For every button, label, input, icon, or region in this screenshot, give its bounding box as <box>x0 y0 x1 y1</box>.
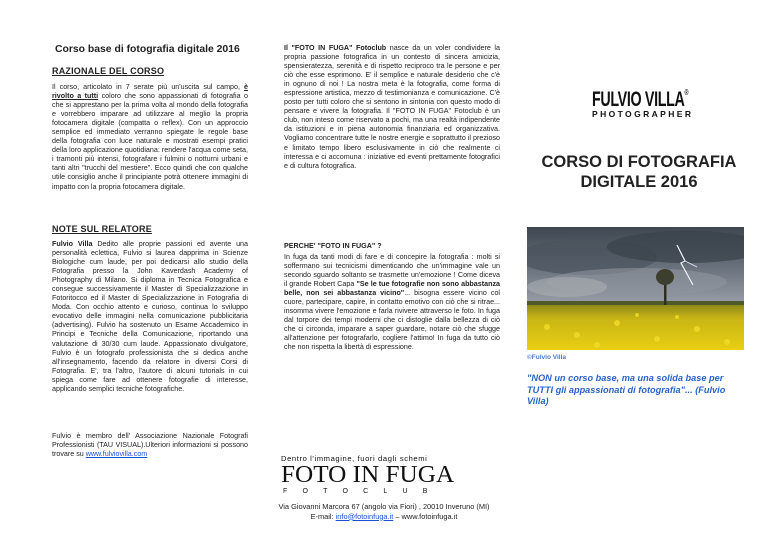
photo-caption: ©Fulvio Villa <box>527 354 566 361</box>
club-logo-word: FOTOCLUB <box>283 488 443 495</box>
footer-address: Via Giovanni Marcora 67 (angolo via Fiori) , 20010 Inveruno (MI) <box>278 502 490 511</box>
fulviovilla-link[interactable]: www.fulviovilla.com <box>85 450 148 459</box>
course-title: CORSO DI FOTOGRAFIA DIGITALE 2016 <box>541 153 737 191</box>
relatore-extra: Fulvio è membro dell' Associazione Nazionale Fotografi Professionisti (TAU VISUAL).Ulteriori informazioni si possono trovare su www.fulviovilla.com <box>52 432 248 459</box>
brand-logo-name: FULVIO VILLA® <box>592 88 689 111</box>
course-quote: "NON un corso base, ma una solida base per TUTTI gli appassionati di fotografia"... (Fulvio Villa) <box>527 373 726 406</box>
relatore-heading: NOTE SUL RELATORE <box>52 224 152 234</box>
email-link[interactable]: info@fotoinfuga.it <box>335 511 394 521</box>
razionale-text: Il corso, articolato in 7 serate più un'uscita sul campo, è rivolto a tutti coloro che sono appassionati di fotografia o che si apprestano per la prima volta al mondo della fotografia e vorrebbero imparare ad utilizzare al meglio la propria fotocamera digitale (compatta o reflex). Con un approccio semplice ed immediato verranno spiegate le regole base della fotografia con luce naturale e mostrati esempi pratici della loro applicazione quotidiana: rendere l'acqua come seta, i tramonti più intensi, fotografare i fulmini o notturni urbani e tanti altri "trucchi del mestiere". Ecco quindi che con qualche utile consiglio anche il principiante potrà ottenere immagini di impatto con la propria fotocamera digitale. <box>52 83 248 191</box>
perche-text: In fuga da tanti modi di fare e di concepire la fotografia : molti si soffermano sui tecnicismi dimenticando che un'immagine vale un secondo sguardo soltanto se trasmette un'emozione ! Come diceva il grande Robert Capa "Se le tue fotografie non sono abbastanza belle, non sei abbastanza vicino"... bisogna essere vicino col cuore, partecipare, capire, in contatto emotivo con ciò che si ritrae... insomma vivere l'emozione e farla rivivere attraverso le foto. In fuga dal torpore dei tempi moderni che ci distoglie dalla bellezza di ciò che ci circonda, imparare a saper guardare, notare ciò che sfugge all'attenzione per fotografarlo, cogliere l'attimo! In fuga da tutto ciò che non rispetta la libertà di espressione. <box>284 253 500 352</box>
club-logo-name: FOTO IN FUGA <box>281 462 455 488</box>
club-tagline: Dentro l'immagine, fuori dagli schemi <box>281 454 428 463</box>
razionale-heading: RAZIONALE DEL CORSO <box>52 66 165 76</box>
perche-heading: PERCHE' "FOTO IN FUGA" ? <box>284 242 382 250</box>
footer-contact <box>200 502 568 521</box>
landscape-photo <box>527 227 744 350</box>
fotoclub-intro: Il "FOTO IN FUGA" Fotoclub nasce da un voler condividere la propria passione fotografica in un contesto di sincera amicizia, spensieratezza, serenità e di rispetto reciproco tra le persone e per ciò che esse esprimono. E' il semplice e naturale desiderio che c'è in ognuno di noi ! La nostra meta è la fotografia, come forma di espressione artistica, mezzo di testimonianza e comunicazione. C'è posto per tutti coloro che si sentono in sintonia con questo modo di pensare e vivere la fotografia. Il "FOTO IN FUGA" Fotoclub è un club, non inteso come riservato a pochi, ma una realtà indipendente da istituzioni e in piena autonomia finanziaria ed organizzativa. Vogliamo concentrare tutte le nostre energie e soprattutto il prezioso e limitato tempo libero esclusivamente in ciò che realmente ci interessa e ci accomuna : iniziative ed eventi prettamente fotografici e di cultura fotografica. <box>284 44 500 170</box>
course-base-title: Corso base di fotografia digitale 2016 <box>55 44 240 55</box>
website-text: www.fotoinfuga.it <box>401 511 458 521</box>
relatore-text: Fulvio Villa Dedito alle proprie passioni ed avente una personalità eclettica, Fulvio si laurea dapprima in Scienze Biologiche cum laude, per poi dedicarsi allo studio della Fotografia presso la John Kaverdash Academy of Photography di Milano. Si diploma in Tecnica Fotografica e consegue successivamente il Master di Specializzazione in Fotoritocco ed il Master di Specializzazione in Fotografia di Moda. Con occhio attento e curioso, continua lo sviluppo evocativo delle immagini nella comunicazione pubblicitaria (advertising). Fulvio ha sostenuto un Esame Accademico in Principi e Tecniche della Comunicazione, riportando una valutazione di 30/30 cum laude. Appassionato divulgatore, Fulvio è un fotografo professionista che si dedica anche all'insegnamento, facendo da relatore in diversi Corsi di Fotografia. E', tra l'altro, l'autore di alcuni tutorials in cui spiega come fare ad ottenere fotografie di interesse, applicando semplici tecniche fotografiche. <box>52 240 248 393</box>
footer-email-line: E-mail: info@fotoinfuga.it – www.fotoinfuga.it <box>310 511 458 521</box>
brand-logo-sub: PHOTOGRAPHER <box>592 109 694 119</box>
